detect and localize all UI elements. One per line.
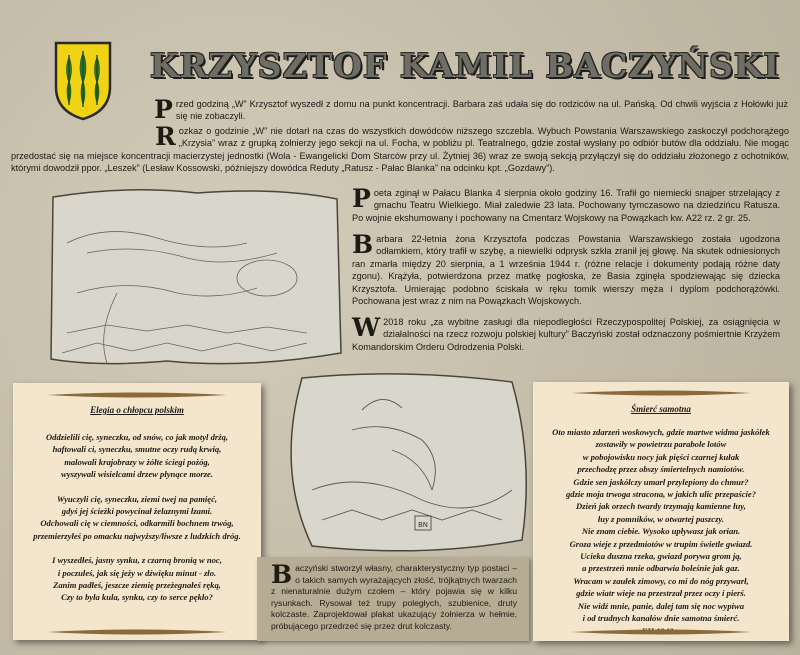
poem-line: Oto miasto zdarzeń woskowych, gdzie martwe widma jaskółek [552,427,770,437]
drop-cap: P [352,184,371,213]
right-paragraph-3: W 2018 roku „za wybitne zasługi dla niepodległości Rzeczypospolitej Polskiej, za osiągnięcia w działalności na rzecz rozwoju polskiej kultury” Baczyński został odznaczony pośmiertnie Krzyżem Komandorskim Orderu Odrodzenia Polski. [352,313,780,352]
poem-line: wyszywali wisielcami drzew płynące morze. [60,469,214,480]
coat-of-arms-icon [54,41,112,121]
poem-title: Elegia o chłopcu polskim [90,405,184,415]
poem-title: Śmierć samotna [631,404,691,414]
drop-cap: B [271,560,293,589]
poem-card-left [13,383,261,640]
poem-line: w pobojowisku nocy jak pięści czarnej kułak [582,451,740,462]
poem-text [533,426,789,637]
poem-line: i poczułeś, jak się jeży w dźwięku minut - zło. [57,567,217,578]
poem-line: Dzień jak orzech twardy trzymają kamienne łuy, [576,501,746,512]
right-paragraph-2: Barbara 22-letnia żona Krzysztofa podczas Powstania Warszawskiego została ugodzona odłamkiem, który trafił w szybę, a niewielki odprysk szkła zranił jej głowę. Na skutek odniesionych ran zmarła między 20 sierpnia, a 1 września 1944 r. (różne relacje i dokumenty podają różne daty zgonu). Krążyła, potwierdzona przez matkę pogłoska, że Basia zginęła spodziewając się dziecka Krzysztofa. Umierając podobno ściskała w ręku tomik wierszy męża i dyplom podchorążówki. Pochowana jest wraz z nim na Powązkach Wojskowych. [352,230,780,307]
poem-line: Ucieka duszna rzeka, gwiazd porywa grom ją, [580,551,742,562]
poem-line: haftowali ci, syneczku, smutne oczy rudą krwią, [52,444,222,455]
poem-line: Zanim padłeś, jeszcze ziemię przeżegnałeś ręką, [53,580,221,591]
intro-paragraph-2: Rozkaz o godzinie „W” nie dotarł na czas do wszystkich dowódców niższego szczebla. Wybuch Powstania Warszawskiego zaskoczył podchorążego „Krzysia” wraz z grupką żołnierzy jego sekcji na ul. Focha, w pobliżu pl. Teatralnego, gdzie został wysłany po odbiór butów dla oddziału. Nie mogąc przedostać się na miejsce koncentracji macierzystej jednostki (Wola - Ewangelicki Dom Starców przy ul. Żytniej 36) wraz ze swoją sekcją przyłączył się do oddziału złożonego z ochotników, którymi dowodził ppor. „Leszek” (Lesław Kossowski, późniejszy dowódca Reduty „Ratusz - Pałac Blanka” na odcinku kpt. „Gozdawy”). [11,122,789,174]
poem-line: Wyuczyli cię, syneczku, ziemi twej na pamięć, [56,493,218,504]
poem-line: Groza wieje z przedmiotów w trupim świetle gwiazd. [569,538,753,549]
poem-text [13,431,261,604]
ornament-divider-icon [42,627,232,637]
right-paragraph-1: Poeta zginął w Pałacu Blanka 4 sierpnia około godziny 16. Trafił go niemiecki snajper strzelający z gmachu Teatru Wielkiego. Miał zaledwie 23 lata. Pochowany tymczasowo na dziedzińcu Ratusza. Po wojnie ekshumowany i pochowany na Cmentarz Wojskowy na Powązkach kw. A22 rz. 2 gr. 25. [352,184,780,223]
poem-line: i od trudnych kanałów dnie samotna śmierć. [582,613,740,624]
ornament-divider-icon [566,627,756,637]
poem-line: przemierzyłeś po omacku najwyższy/liwsze z ludzkich dróg. [33,530,241,541]
poem-line: gdzie wiatr wieje na przestrzał przez oczy i pierś. [576,588,746,599]
stanza-gap [13,481,261,493]
bottom-note-box [257,557,529,641]
poem-line: Nie widź mnie, panie, dalej tam się noc wypiwa [577,600,745,611]
soldier-sketch-image [47,183,342,370]
poem-line: a przestrzeń mnie odbarwia boleśnie jak gaz. [582,563,740,574]
poem-line: Czy to była kula, synku, czy to serce pękło? [61,592,213,603]
poem-line: przechodzę przez obszy śmiertelnych namiotów. [577,464,745,475]
poem-line: I wyszedłeś, jasny synku, z czarną bronią w noc, [52,555,222,566]
ornament-divider-icon [566,388,756,398]
drop-cap: R [155,122,176,151]
poem-line: malowali krajobrazy w żółte ściegi pożóg, [64,456,210,467]
sketch-signature: BN [418,521,429,529]
poem-line: Oddzielili cię, syneczku, od snów, co jak motyl drżą, [45,432,229,442]
helmet-soldier-sketch-image [272,370,536,556]
stanza-gap [13,542,261,554]
poem-line: Wracam w zaułek zimowy, co mi do nóg przywarł, [573,575,749,586]
bottom-note-text: Baczyński stworzył własny, charakterystyczny typ postaci – o takich samych wyrażających złość, trójkątnych twarzach z nienaturalnie dużym czołem – który pojawia się w kilku rysunkach. Rysował też trupy poległych, szubienice, druty kolczaste. Zaprojektował plakat ukazujący żołnierza w hełmie, próbującego przedrzeć się przez drut kolczasty. [271,560,517,631]
poem-card-right [533,382,789,641]
intro-paragraph-1: Przed godziną „W” Krzysztof wyszedł z domu na punkt koncentracji. Barbara zaś udała się do rodziców na ul. Pańską. Od chwili wyjścia z Hołówki już się nie zobaczyli. [154,95,788,124]
drop-cap: P [154,95,173,124]
drop-cap: W [352,313,381,342]
ornament-divider-icon [42,390,232,400]
poem-line: Odchowali cię w ciemności, odkarmili bochnem trwóg, [40,518,234,529]
poem-line: Nie znam ciebie. Wysoko upływasz jak orian. [581,526,741,537]
poem-line: gdyś jej ścieżki powycinał żelaznymi łzami. [61,506,213,517]
poem-line: zostawiły w powietrzu parabole lotów [595,439,727,450]
page-title: KRZYSZTOF KAMIL BACZYŃSKI [150,46,781,85]
poem-line: Gdzie sen jaskółczy umarł przylepiony do chmur? [573,476,749,487]
drop-cap: B [352,230,374,259]
poem-line: gdzie moja trwoga stracona, w jakich ulic przepaście? [565,489,757,500]
poem-line: łuy z pomników, w otwartej paszczy. [597,513,725,524]
